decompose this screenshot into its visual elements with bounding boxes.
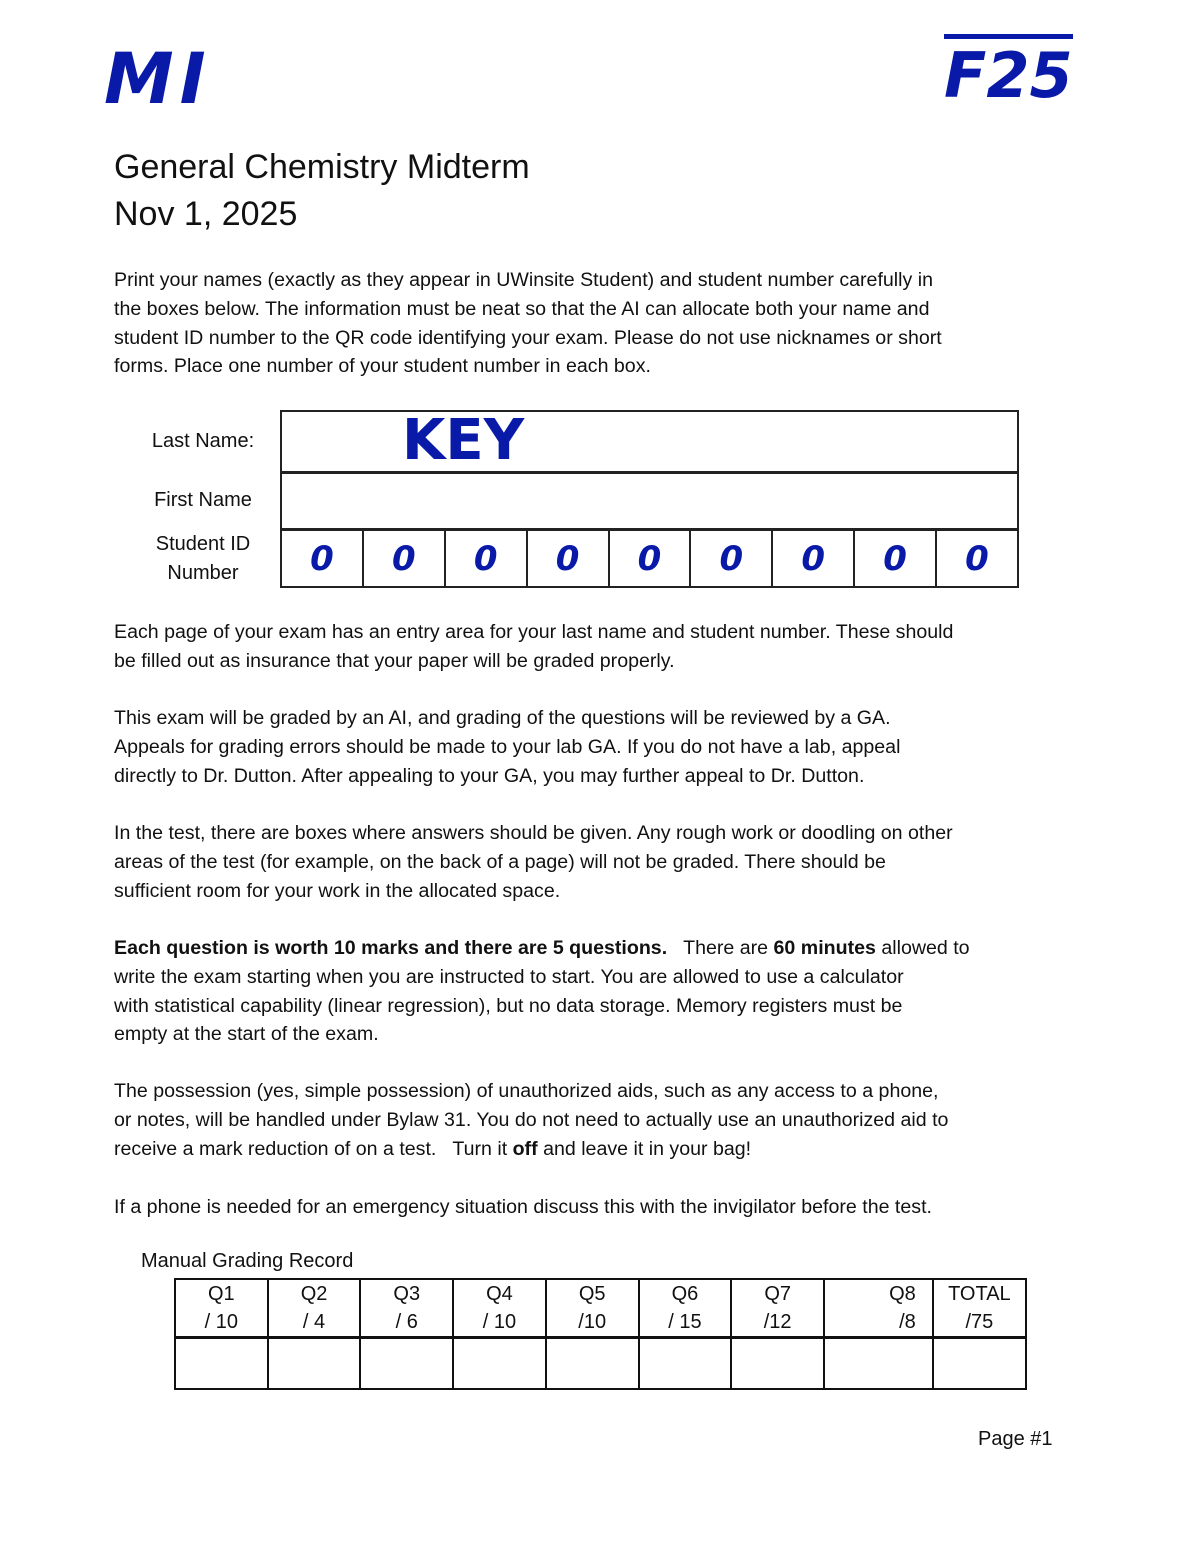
student-id-digit: 0 [473,538,498,579]
question-label: Q6 [671,1283,699,1305]
grading-header-cell [453,1279,546,1338]
text-line: areas of the test (for example, on the back of a page) will not be graded. There should be [114,850,886,873]
score-cell[interactable] [360,1338,453,1389]
intro-paragraph [114,266,942,381]
student-id-digit-box[interactable] [936,530,1018,588]
student-id-digit: 0 [555,538,580,579]
student-id-digit-box[interactable] [854,530,936,588]
text-line: Each page of your exam has an entry area for your last name and student number. These should [114,621,954,643]
max-marks: /75 [965,1311,994,1333]
text-line: The possession (yes, simple possession) of unauthorized aids, such as any access to a phone, [114,1080,939,1102]
question-label: Q4 [486,1283,513,1305]
marks-text: allowed to [875,937,970,959]
student-id-digit-box[interactable] [445,530,527,588]
grading-paragraph [114,704,900,790]
student-id-label-line: Number [167,562,239,584]
first-name-field[interactable] [280,471,1019,530]
score-cell[interactable] [824,1338,933,1389]
text-line: or notes, will be handled under Bylaw 31. You do not need to actually use an unauthorized aid to [114,1108,949,1131]
max-marks: / 10 [204,1311,239,1333]
student-id-digit-box[interactable] [281,530,363,588]
first-name-label: First Name [154,489,252,511]
text-line: Print your names (exactly as they appear in UWinsite Student) and student number carefully in [114,269,933,291]
marks-paragraph [114,934,970,1049]
score-cell[interactable] [639,1338,732,1389]
grading-header-cell [731,1279,824,1338]
max-marks: /12 [763,1311,792,1333]
question-label: Q5 [578,1283,606,1305]
text-line: This exam will be graded by an AI, and grading of the questions will be reviewed by a GA. [114,707,891,729]
text-line: the boxes below. The information must be neat so that the AI can allocate both your name and [114,297,930,320]
last-name-value: KEY [402,408,525,473]
possession-paragraph [114,1077,948,1163]
exam-date: Nov 1, 2025 [114,195,298,233]
student-id-boxes [280,528,1019,588]
text-line: be filled out as insurance that your paper will be graded properly. [114,649,675,672]
score-cell[interactable] [546,1338,639,1389]
text-line: If a phone is needed for an emergency situation discuss this with the invigilator before the test. [114,1196,932,1218]
text-line: sufficient room for your work in the allocated space. [114,879,561,902]
text-line: with statistical capability (linear regression), but no data storage. Memory registers must be [114,994,903,1017]
grading-header-cell [933,1279,1026,1338]
student-id-digit: 0 [965,538,989,579]
text-line [114,934,970,963]
text-line: empty at the start of the exam. [114,1023,379,1046]
student-id-label [133,530,273,588]
each-page-paragraph [114,618,953,676]
student-id-digit: 0 [310,538,334,579]
grading-record-title: Manual Grading Record [141,1250,354,1272]
last-name-field[interactable] [280,410,1019,472]
name-id-form [280,410,1017,587]
question-label: Q3 [393,1283,421,1305]
off-bold-text: off [512,1137,538,1160]
minutes-bold-text: 60 minutes [773,937,876,959]
text-line: directly to Dr. Dutton. After appealing to your GA, you may further appeal to Dr. Dutton. [114,764,865,787]
exam-title: General Chemistry Midterm [114,148,530,186]
question-label: Q1 [208,1283,235,1305]
max-marks: / 15 [668,1311,702,1333]
marks-bold-text: Each question is worth 10 marks and there are 5 questions. [114,937,668,959]
grading-header-cell [546,1279,639,1338]
text-line: In the test, there are boxes where answers should be given. Any rough work or doodling on other [114,822,953,844]
grading-header-cell [824,1279,933,1338]
grading-record-table [174,1278,1027,1390]
score-cell[interactable] [453,1338,546,1389]
possession-text: and leave it in your bag! [537,1137,752,1160]
student-id-digit-box[interactable] [527,530,609,588]
grading-header-cell [639,1279,732,1338]
student-id-digit-box[interactable] [690,530,772,588]
text-line: write the exam starting when you are instructed to start. You are allowed to use a calculator [114,965,904,988]
text-line: Appeals for grading errors should be made to your lab GA. If you do not have a lab, appeal [114,735,901,758]
student-id-digit-box[interactable] [363,530,445,588]
last-name-label: Last Name: [151,430,255,452]
student-id-digit: 0 [391,538,416,579]
question-label: Q7 [764,1283,791,1305]
score-cell[interactable] [731,1338,824,1389]
max-marks: /10 [578,1311,607,1333]
question-label: TOTAL [948,1283,1011,1305]
student-id-digit: 0 [719,538,744,579]
possession-text: receive a mark reduction of on a test. Turn it [114,1137,513,1160]
max-marks: / 6 [395,1311,418,1333]
question-label: Q8 [889,1283,916,1305]
grading-header-cell [360,1279,453,1338]
marks-text: There are [667,937,774,959]
answer-boxes-paragraph [114,819,953,905]
handwritten-f25: F25 [944,34,1073,112]
text-line [114,1135,948,1164]
text-line: forms. Place one number of your student number in each box. [114,355,651,378]
phone-paragraph [114,1193,932,1222]
score-cell[interactable] [268,1338,361,1389]
student-id-digit: 0 [883,538,907,579]
student-id-label-line: Student ID [155,533,251,555]
text-line: student ID number to the QR code identifying your exam. Please do not use nicknames or short [114,326,942,349]
student-id-digit: 0 [801,538,826,579]
student-id-digit: 0 [637,538,662,579]
handwritten-mi: MI [104,38,212,120]
grading-header-cell [268,1279,361,1338]
page-number: Page #1 [978,1428,1053,1450]
student-id-digit-box[interactable] [772,530,854,588]
question-label: Q2 [300,1283,328,1305]
max-marks: / 10 [482,1311,517,1333]
max-marks: / 4 [302,1311,326,1333]
score-cell[interactable] [933,1338,1026,1389]
score-cell[interactable] [175,1338,268,1389]
max-marks: /8 [899,1311,916,1333]
student-id-digit-box[interactable] [609,530,691,588]
grading-header-cell [175,1279,268,1338]
